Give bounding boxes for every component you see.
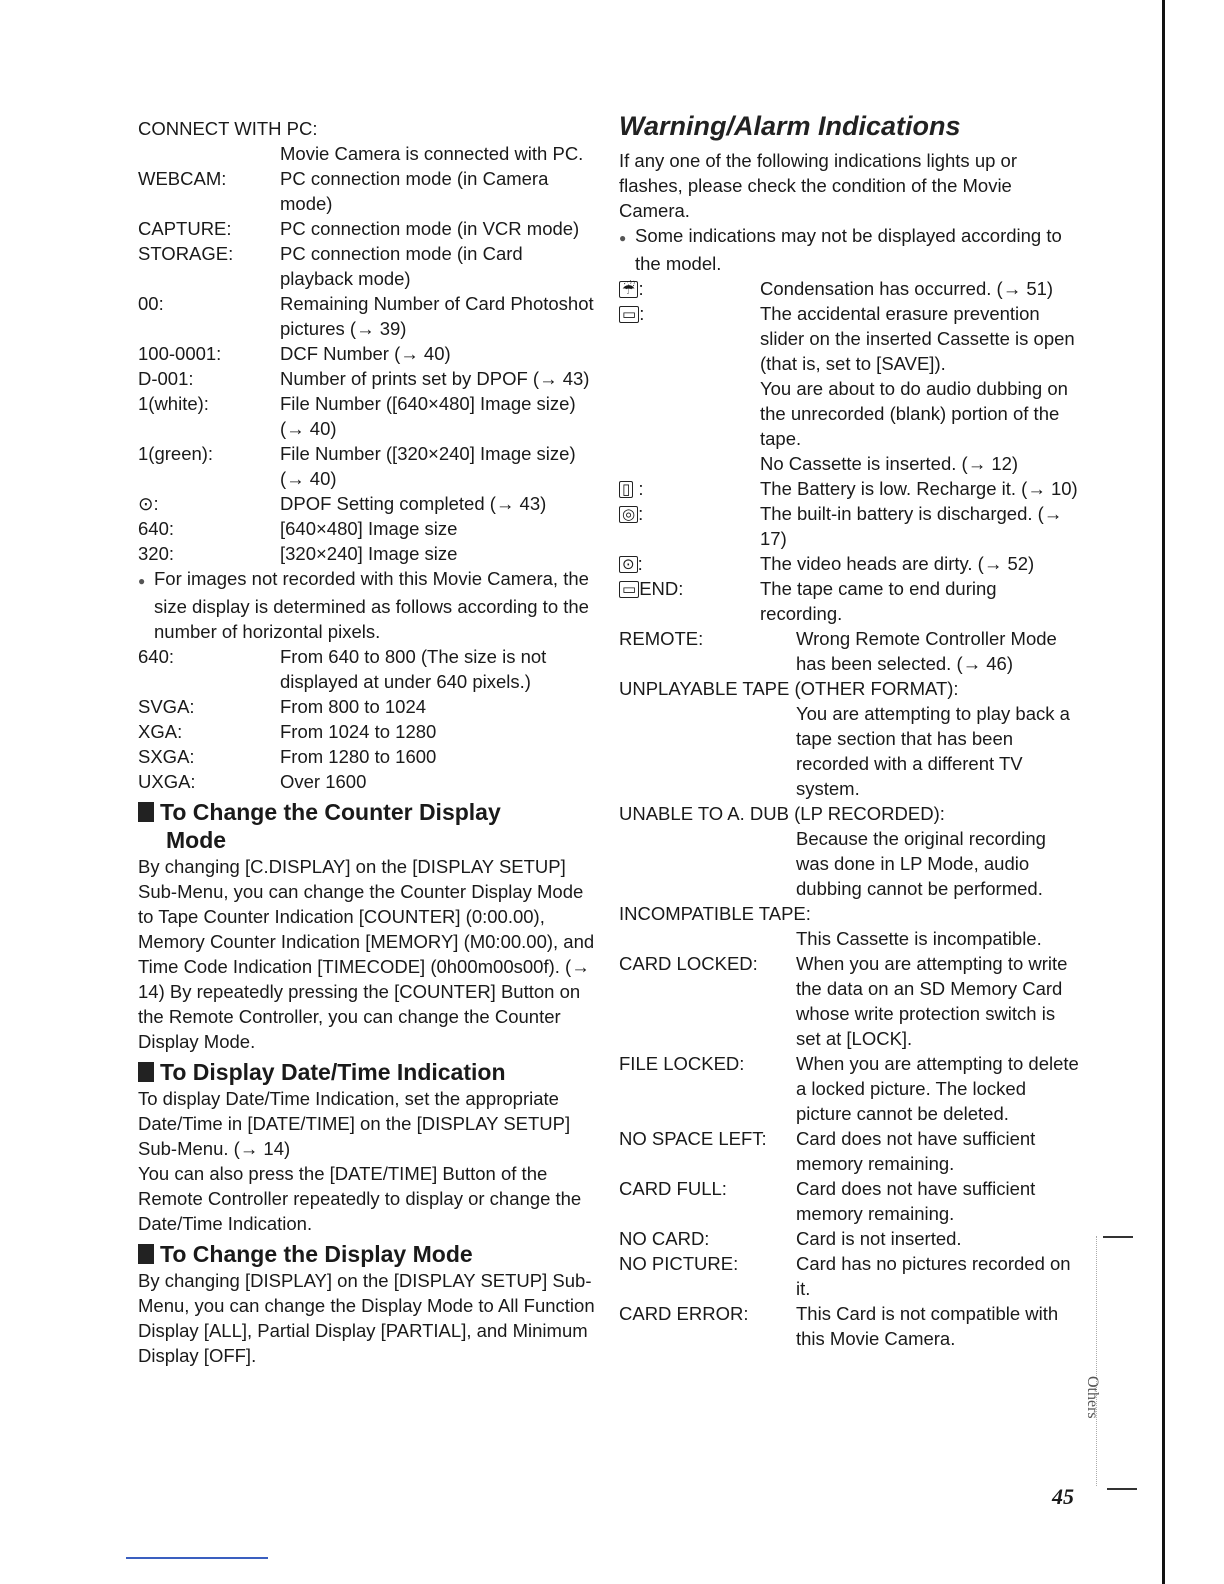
message-description: Because the original recording was done in LP Mode, audio dubbing cannot be performed. [796,828,1046,899]
tab-tick [1103,1236,1133,1238]
size-row: SVGA: From 800 to 1024 [138,696,427,717]
right-column [619,111,1081,1351]
chapter-tab [1084,1236,1137,1486]
tape-icon: ▭ [619,581,639,598]
chapter-tab-label: Others [1084,1376,1101,1419]
message-row: CARD LOCKED: When you are attempting to write the data on an SD Memory Card whose write protection switch is set at [LOCK]. [619,953,1068,1049]
bullet-icon: ● [138,574,146,588]
message-row: CARD FULL: Card does not have sufficient memory remaining. [619,1178,1036,1224]
builtin-battery-icon: ◎ [619,506,638,523]
indication-row: 1(green): File Number ([320×240] Image size)(→ 40) [138,443,576,489]
indication-list [138,166,600,566]
indication-row: WEBCAM: PC connection mode (in Camera mode) [138,168,549,214]
indication-row: CAPTURE: PC connection mode (in VCR mode) [138,218,580,239]
warning-row: ▭ END: The tape came to end during recording. [619,576,1081,626]
indication-row: 640: [640×480] Image size [138,518,458,539]
indication-row: 100-0001: DCF Number (→ 40) [138,343,451,364]
warning-row: ▯ : The Battery is low. Recharge it. (→ 10) [619,476,1081,501]
warning-row: ☔ : Condensation has occurred. (→ 51) [619,276,1081,301]
message-row: NO CARD: Card is not inserted. [619,1228,962,1249]
indication-row: 00: Remaining Number of Card Photoshot pictures (→ 39) [138,293,594,339]
indication-row: D-001: Number of prints set by DPOF (→ 43) [138,368,590,389]
page-title: Warning/Alarm Indications [619,111,961,141]
section-body-counter: By changing [C.DISPLAY] on the [DISPLAY SETUP] Sub-Menu, you can change the Counter Display Mode to Tape Counter Indication [COUNTER] (0:00.00), Memory Counter Indication [MEMORY] (M0:00.00), and Time Code Indication [TIMECODE] (0h00m00s00f). (→ 14) By repeatedly pressing the [COUNTER] Button on the Remote Controller, you can change the Counter Display Mode. [138,856,595,1052]
left-column [138,116,600,1368]
section-marker-icon [138,802,154,822]
section-heading-counter: To Change the Counter Display Mode [138,798,600,854]
message-row: NO PICTURE: Card has no pictures recorded on it. [619,1253,1071,1299]
condensation-icon: ☔ [619,281,638,298]
message-row: REMOTE: Wrong Remote Controller Mode has been selected. (→ 46) [619,628,1057,674]
bullet-icon: ● [619,231,627,245]
section-body-datetime-2: You can also press the [DATE/TIME] Button of the Remote Controller repeatedly to display or change the Date/Time Indication. [138,1163,582,1234]
indication-row: ⊙: DPOF Setting completed (→ 43) [138,493,547,514]
section-marker-icon [138,1062,154,1082]
size-row: 640: From 640 to 800 (The size is not displayed at under 640 pixels.) [138,646,547,692]
size-note: ● For images not recorded with this Movie Camera, the size display is determined as follows according to the number of horizontal pixels. [138,568,589,642]
connect-description: Movie Camera is connected with PC. [280,143,584,164]
size-list [138,644,600,794]
message-row: FILE LOCKED: When you are attempting to delete a locked picture. The locked picture cannot be deleted. [619,1053,1079,1124]
section-marker-icon [138,1244,154,1264]
model-note: ● Some indications may not be displayed according to the model. [619,225,1062,274]
section-body-datetime-1: To display Date/Time Indication, set the appropriate Date/Time in [DATE/TIME] on the [DISPLAY SETUP] Sub-Menu. (→ 14) [138,1088,571,1159]
indication-row: 1(white): File Number ([640×480] Image size)(→ 40) [138,393,576,439]
page-number: 45 [1052,1484,1074,1509]
video-heads-icon: ⊙ [619,556,638,573]
message-title: UNABLE TO A. DUB (LP RECORDED): [619,803,945,824]
warning-intro: If any one of the following indications lights up or flashes, please check the condition of the Movie Camera. [619,150,1017,221]
message-title: INCOMPATIBLE TAPE: [619,903,811,924]
tab-tick [1107,1488,1137,1490]
message-description: You are attempting to play back a tape section that has been recorded with a different TV system. [796,703,1070,799]
section-heading-datetime: To Display Date/Time Indication [138,1058,600,1086]
message-title: UNPLAYABLE TAPE (OTHER FORMAT): [619,678,959,699]
warning-row: ◎ : The built-in battery is discharged. (→ 17) [619,501,1081,551]
footer-rule [126,1557,268,1559]
size-row: XGA: From 1024 to 1280 [138,721,437,742]
connect-heading: CONNECT WITH PC: [138,118,318,139]
warning-row: ⊙ : The video heads are dirty. (→ 52) [619,551,1081,576]
warning-row: ▭ : The accidental erasure prevention slider on the inserted Cassette is open (that is, set to [SAVE]). You are about to do audio dubbing on the unrecorded (blank) portion of the tape. No Cassette is inserted. (→ 12) [619,301,1081,476]
cassette-icon: ▭ [619,306,639,323]
message-description: This Cassette is incompatible. [796,928,1042,949]
size-row: SXGA: From 1280 to 1600 [138,746,437,767]
message-row: CARD ERROR: This Card is not compatible with this Movie Camera. [619,1303,1059,1349]
indication-row: 320: [320×240] Image size [138,543,458,564]
section-body-display-mode: By changing [DISPLAY] on the [DISPLAY SETUP] Sub-Menu, you can change the Display Mode to All Function Display [ALL], Partial Display [PARTIAL], and Minimum Display [OFF]. [138,1270,595,1366]
size-row: UXGA: Over 1600 [138,771,367,792]
indication-row: STORAGE: PC connection mode (in Card playback mode) [138,243,523,289]
page-edge-rule [1162,0,1165,1584]
section-heading-display-mode: To Change the Display Mode [138,1240,600,1268]
message-row: NO SPACE LEFT: Card does not have sufficient memory remaining. [619,1128,1036,1174]
battery-icon: ▯ [619,481,633,498]
